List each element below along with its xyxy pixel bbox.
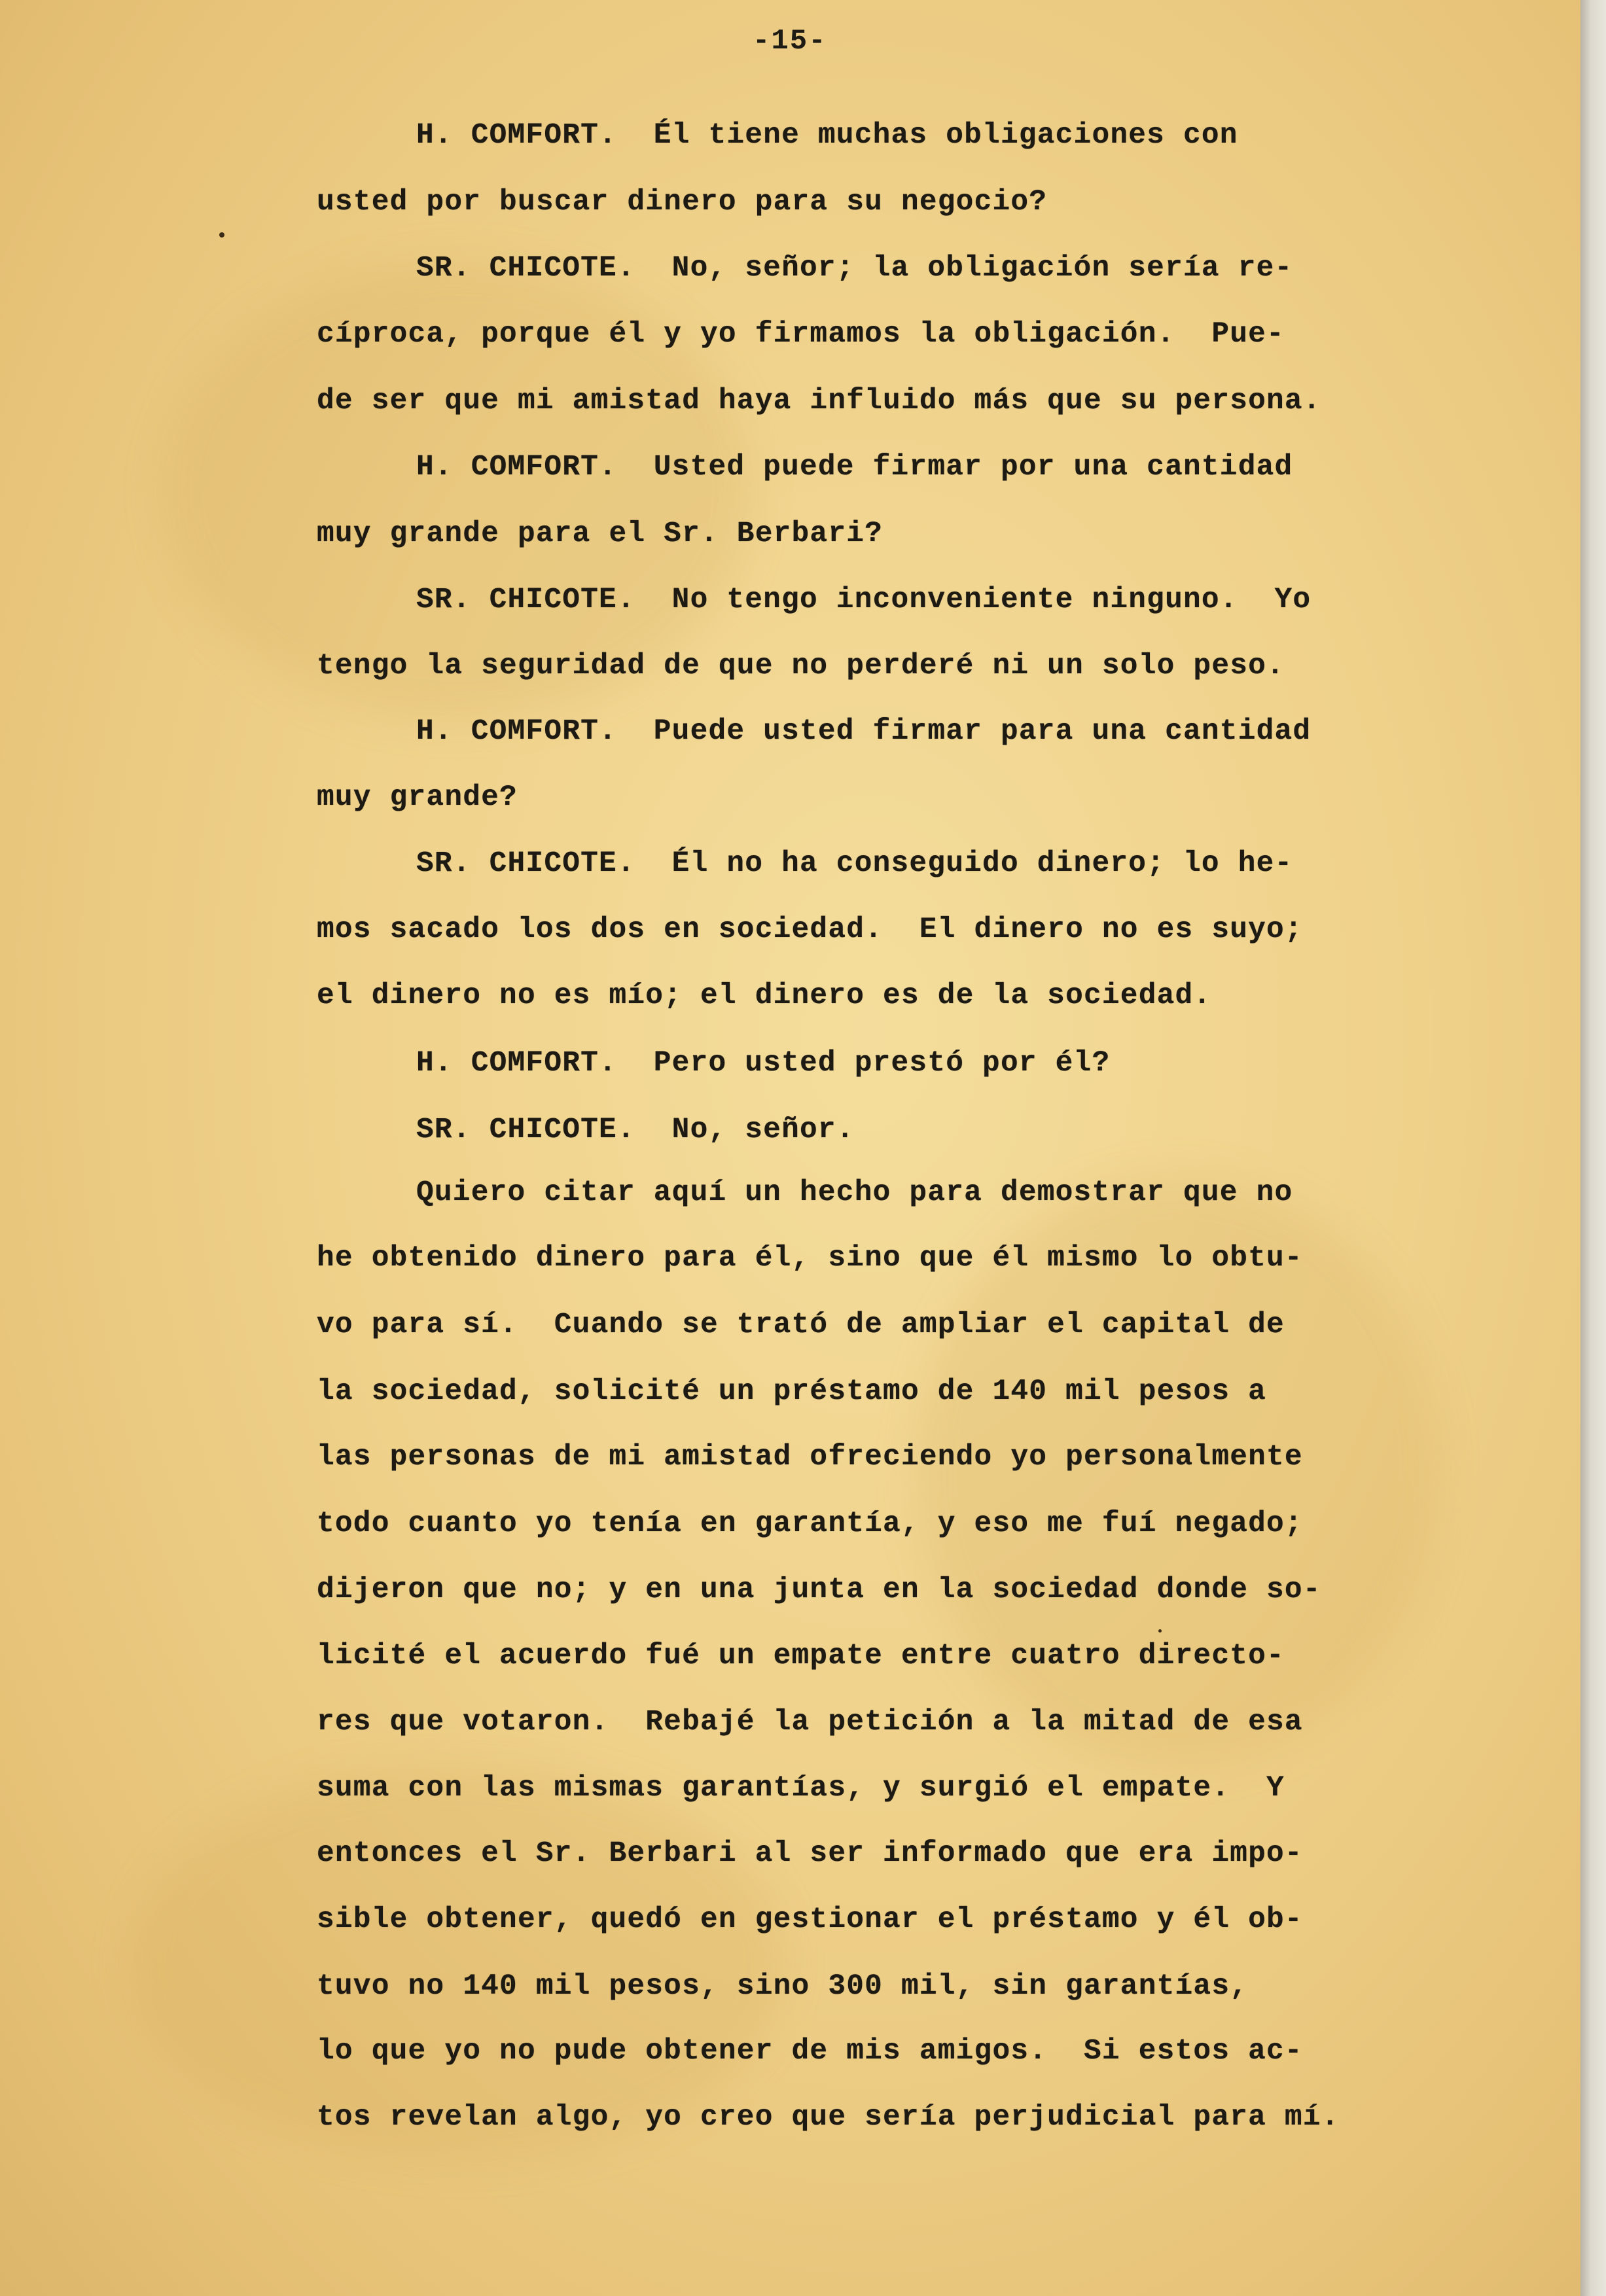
page-number: -15- <box>753 25 827 58</box>
text-line: todo cuanto yo tenía en garantía, y eso me fuí negado; <box>317 1508 1303 1540</box>
text-line: sible obtener, quedó en gestionar el préstamo y él ob- <box>317 1903 1303 1936</box>
text-line: las personas de mi amistad ofreciendo yo personalmente <box>317 1441 1303 1474</box>
paper-stain <box>131 1767 785 2159</box>
text-line: lo que yo no pude obtener de mis amigos. Si estos ac- <box>317 2035 1303 2068</box>
text-line: cíproca, porque él y yo firmamos la obligación. Pue- <box>317 318 1285 351</box>
text-line: muy grande? <box>317 781 518 814</box>
ink-speck <box>219 232 224 238</box>
text-line: vo para sí. Cuando se trató de ampliar el capital de <box>317 1309 1285 1341</box>
text-line: de ser que mi amistad haya influido más que su persona. <box>317 385 1321 417</box>
text-line: muy grande para el Sr. Berbari? <box>317 518 883 550</box>
text-line: entonces el Sr. Berbari al ser informado que era impo- <box>317 1837 1303 1870</box>
text-line: SR. CHICOTE. No, señor. <box>416 1114 855 1146</box>
text-line: usted por buscar dinero para su negocio? <box>317 186 1048 219</box>
text-line: suma con las mismas garantías, y surgió el empate. Y <box>317 1772 1285 1805</box>
text-line: he obtenido dinero para él, sino que él mismo lo obtu- <box>317 1242 1303 1275</box>
text-line: el dinero no es mío; el dinero es de la sociedad. <box>317 980 1212 1012</box>
text-line: H. COMFORT. Puede usted firmar para una cantidad <box>416 715 1312 748</box>
text-line: dijeron que no; y en una junta en la sociedad donde so- <box>317 1574 1321 1606</box>
text-line: SR. CHICOTE. Él no ha conseguido dinero; lo he- <box>416 847 1293 880</box>
scan-background-edge <box>1580 0 1606 2296</box>
text-line: SR. CHICOTE. No tengo inconveniente ninguno. Yo <box>416 584 1312 616</box>
text-line: SR. CHICOTE. No, señor; la obligación sería re- <box>416 252 1293 285</box>
text-line: la sociedad, solicité un préstamo de 140 mil pesos a <box>317 1375 1267 1408</box>
text-line: H. COMFORT. Usted puede firmar por una cantidad <box>416 451 1293 484</box>
text-line: tengo la seguridad de que no perderé ni un solo peso. <box>317 650 1285 682</box>
text-line: licité el acuerdo fué un empate entre cuatro directo- <box>317 1640 1285 1672</box>
ink-speck <box>1158 1629 1162 1633</box>
text-line: H. COMFORT. Él tiene muchas obligaciones con <box>416 119 1238 152</box>
text-line: tuvo no 140 mil pesos, sino 300 mil, sin garantías, <box>317 1970 1249 2003</box>
text-line: H. COMFORT. Pero usted prestó por él? <box>416 1047 1111 1080</box>
text-line: res que votaron. Rebajé la petición a la mitad de esa <box>317 1706 1303 1739</box>
text-line: mos sacado los dos en sociedad. El dinero no es suyo; <box>317 913 1303 946</box>
text-line: tos revelan algo, yo creo que sería perjudicial para mí. <box>317 2101 1340 2134</box>
text-line: Quiero citar aquí un hecho para demostrar que no <box>416 1176 1293 1209</box>
